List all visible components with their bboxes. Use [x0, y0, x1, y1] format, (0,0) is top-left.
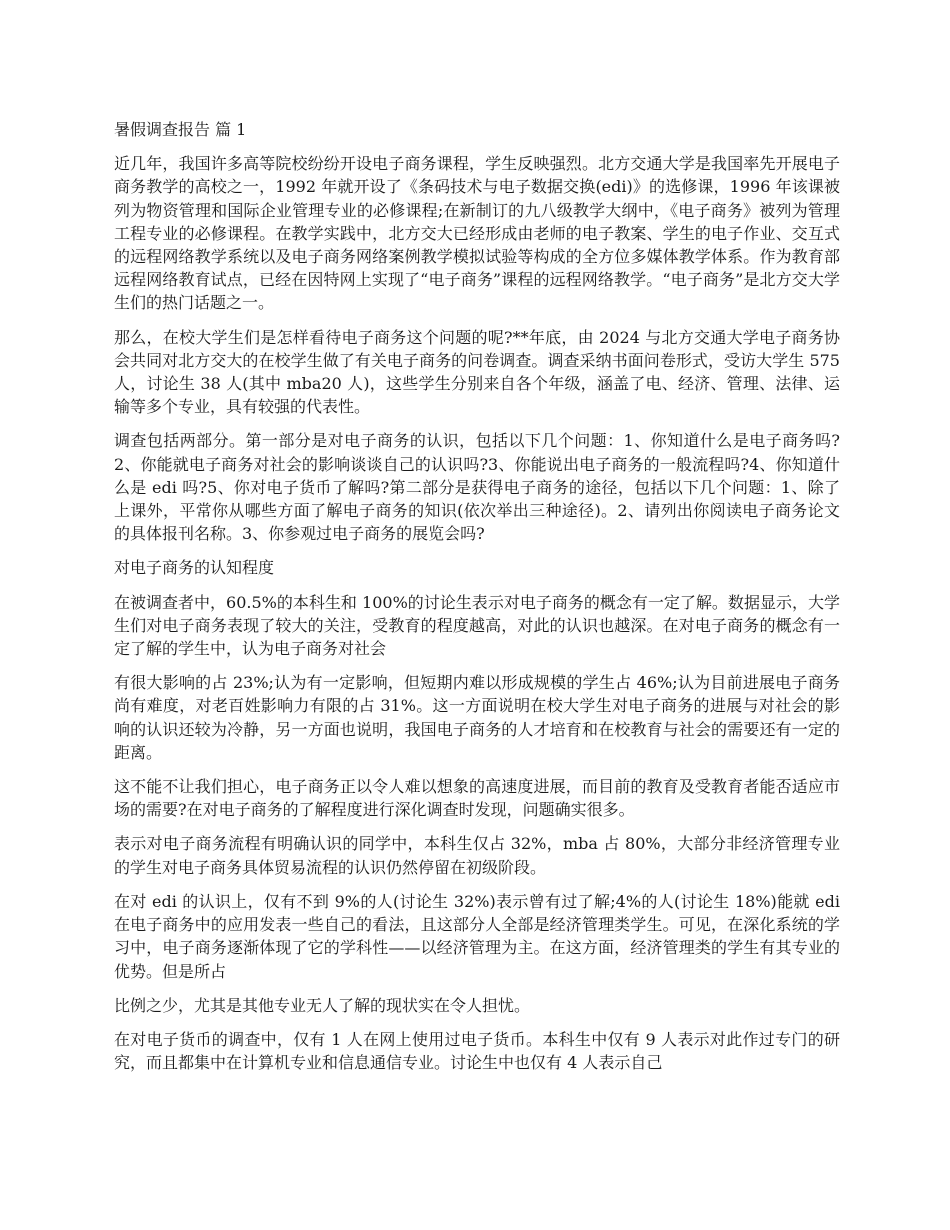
paragraph-concern: 这不能不让我们担心，电子商务正以令人难以想象的高速度进展，而目前的教育及受教育者能否适应市场的需要?在对电子商务的了解程度进行深化调查时发现，问题确实很多。	[114, 777, 840, 820]
section-heading: 对电子商务的认知程度	[114, 558, 275, 578]
paragraph-impact-views: 有很大影响的占 23%;认为有一定影响，但短期内难以形成规模的学生占 46%;认为目前进展电子商务尚有难度，对老百姓影响力有限的占 31%。这一方面说明在校大学生对电子商务的进展与对社会的影响的认识还较为冷静，另一方面也说明，我国电子商务的人才培育和在校教育与社会的需要还有一定的距离。	[114, 673, 840, 762]
document-title: 暑假调查报告 篇 1	[114, 120, 247, 139]
paragraph-e-currency: 在对电子货币的调查中，仅有 1 人在网上使用过电子货币。本科生中仅有 9 人表示对此作过专门的研究，而且都集中在计算机专业和信息通信专业。讨论生中也仅有 4 人表示自己	[114, 1029, 840, 1073]
paragraph-concept-awareness: 在被调查者中，60.5%的本科生和 100%的讨论生表示对电子商务的概念有一定了解。数据显示，大学生们对电子商务表现了较大的关注，受教育的程度越高，对此的认识也越深。在对电子商务的概念有一定了解的学生中，认为电子商务对社会	[114, 592, 840, 659]
paragraph-survey-method: 那么，在校大学生们是怎样看待电子商务这个问题的呢?**年底，由 2024 与北方交通大学电子商务协会共同对北方交大的在校学生做了有关电子商务的问卷调查。调查采纳书面问卷形式，受访大学生 575 人，讨论生 38 人(其中 mba20 人)，这些学生分别来自各个年级，涵盖了电、经济、管理、法律、运输等多个专业，具有较强的代表性。	[114, 327, 840, 417]
paragraph-process-awareness: 表示对电子商务流程有明确认识的同学中，本科生仅占 32%，mba 占 80%，大部分非经济管理专业的学生对电子商务具体贸易流程的认识仍然停留在初级阶段。	[114, 834, 840, 877]
paragraph-survey-content: 调查包括两部分。第一部分是对电子商务的认识，包括以下几个问题：1、你知道什么是电子商务吗?2、你能就电子商务对社会的影响谈谈自己的认识吗?3、你能说出电子商务的一般流程吗?4、你知道什么是 edi 吗?5、你对电子货币了解吗?第二部分是获得电子商务的途径，包括以下几个问题：1、除了上课外，平常你从哪些方面了解电子商务的知识(依次举出三种途径)。2、请列出你阅读电子商务论文的具体报刊名称。3、你参观过电子商务的展览会吗?	[114, 431, 840, 544]
document-page	[114, 118, 840, 1085]
paragraph-intro: 近几年，我国许多高等院校纷纷开设电子商务课程，学生反映强烈。北方交通大学是我国率先开展电子商务教学的高校之一，1992 年就开设了《条码技术与电子数据交换(edi)》的选修课，1996 年该课被列为物资管理和国际企业管理专业的必修课程;在新制订的九八级教学大纲中，《电子商务》被列为管理工程专业的必修课程。在教学实践中，北方交大已经形成由老师的电子教案、学生的电子作业、交互式的远程网络教学系统以及电子商务网络案例教学模拟试验等构成的全方位多媒体教学体系。作为教育部远程网络教育试点，已经在因特网上实现了“电子商务”课程的远程网络教学。“电子商务”是北方交大学生们的热门话题之一。	[114, 154, 840, 313]
paragraph-edi-awareness: 在对 edi 的认识上，仅有不到 9%的人(讨论生 32%)表示曾有过了解;4%的人(讨论生 18%)能就 edi 在电子商务中的应用发表一些自己的看法，且这部分人全部是经济管理类学生。可见，在深化系统的学习中，电子商务逐渐体现了它的学科性——以经济管理为主。在这方面，经济管理类的学生有其专业的优势。但是所占	[114, 891, 840, 981]
paragraph-edi-concern: 比例之少，尤其是其他专业无人了解的现状实在令人担忧。	[114, 995, 531, 1015]
